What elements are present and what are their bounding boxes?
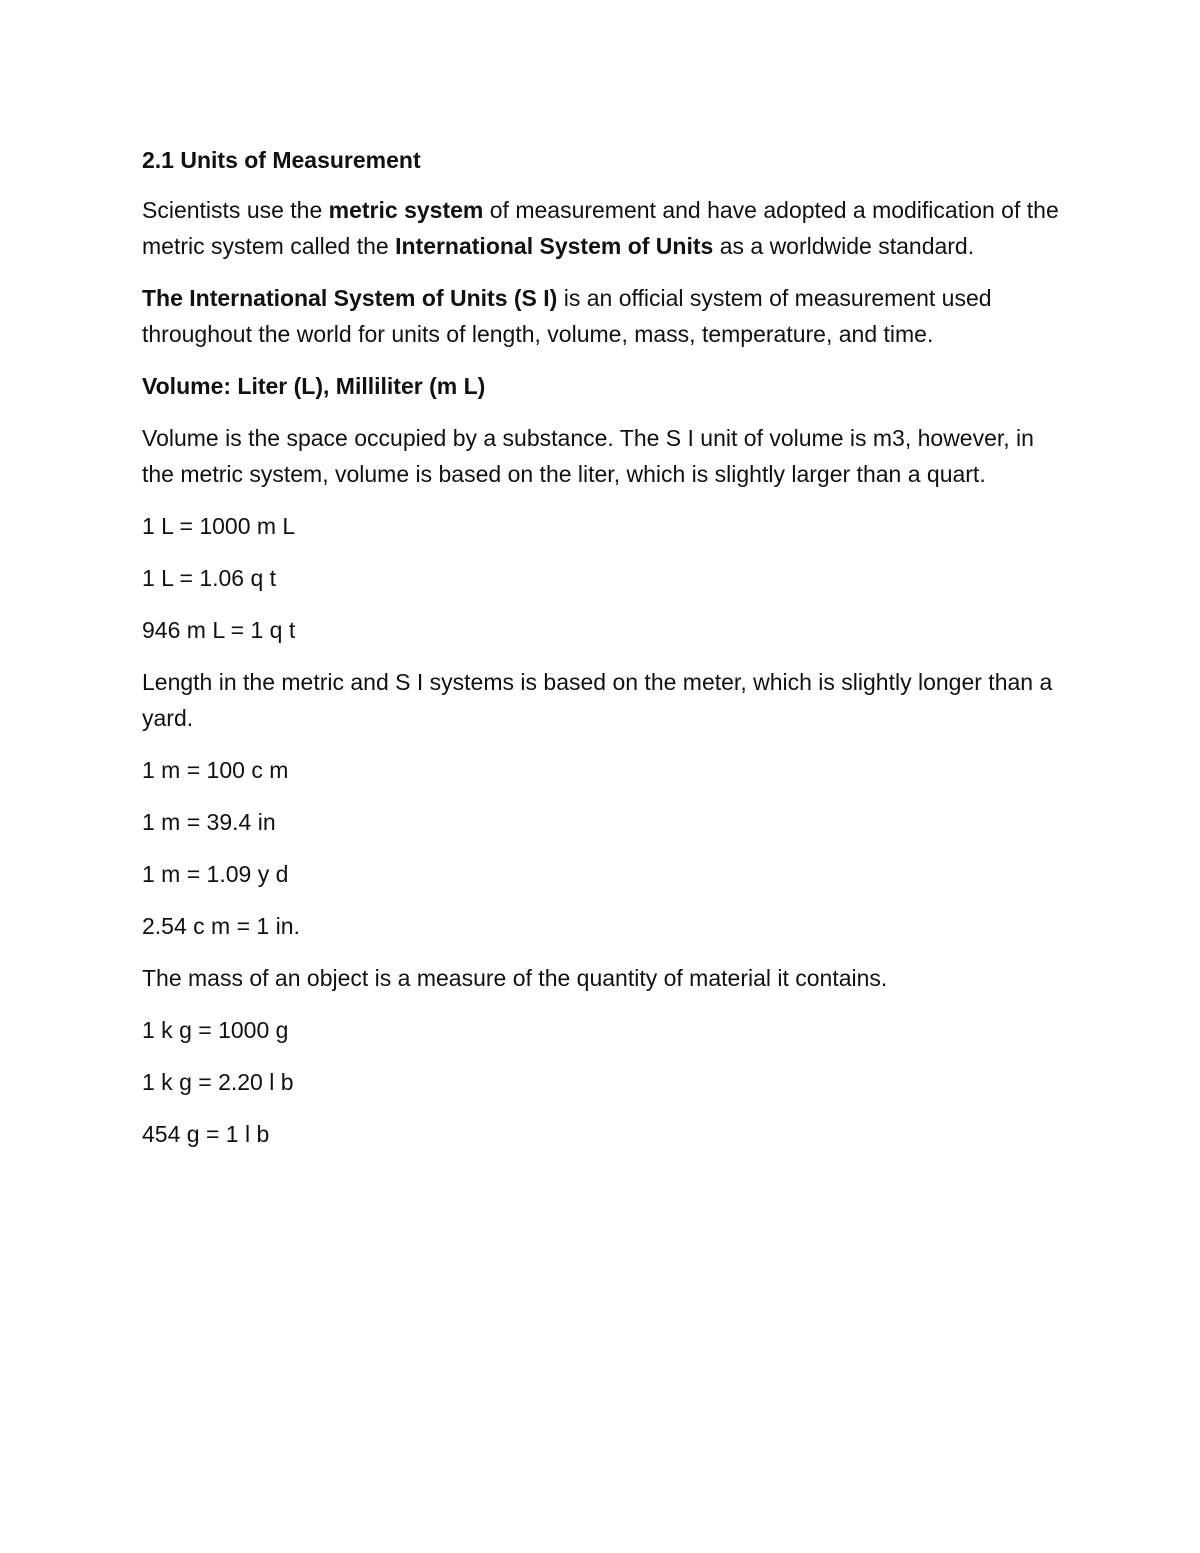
volume-description: Volume is the space occupied by a substance. The S I unit of volume is m3, however, in the metric system, volume is based on the liter, which is slightly larger than a quart. (142, 425, 1034, 487)
intro-text-1: Scientists use the (142, 197, 329, 223)
metric-system-term: metric system (328, 197, 484, 223)
mass-description: The mass of an object is a measure of the quantity of material it contains. (142, 965, 888, 991)
si-term: International System of Units (395, 233, 714, 259)
mass-equation: 1 k g = 2.20 l b (142, 1069, 294, 1095)
document-body (142, 142, 1072, 1168)
section-title: 2.1 Units of Measurement (142, 147, 421, 173)
length-equation: 1 m = 39.4 in (142, 809, 276, 835)
si-definition-paragraph (142, 280, 1072, 352)
mass-equation: 454 g = 1 l b (142, 1121, 270, 1147)
volume-equation: 946 m L = 1 q t (142, 617, 296, 643)
length-equation: 2.54 c m = 1 in. (142, 913, 300, 939)
volume-equation: 1 L = 1000 m L (142, 513, 296, 539)
si-definition-text: is an official system of measurement used throughout the world for units of length, volume, mass, temperature, and time. (142, 285, 992, 347)
mass-equation: 1 k g = 1000 g (142, 1017, 289, 1043)
intro-text-3: as a worldwide standard. (713, 233, 975, 259)
intro-paragraph (142, 192, 1072, 264)
intro-text-2: of measurement and have adopted a modification of the metric system called the (142, 197, 1059, 259)
volume-heading: Volume: Liter (L), Milliliter (m L) (142, 373, 486, 399)
si-definition-term: The International System of Units (S I) (142, 285, 558, 311)
length-description: Length in the metric and S I systems is based on the meter, which is slightly longer than a yard. (142, 669, 1053, 731)
length-equation: 1 m = 100 c m (142, 757, 289, 783)
volume-equation: 1 L = 1.06 q t (142, 565, 277, 591)
length-equation: 1 m = 1.09 y d (142, 861, 289, 887)
